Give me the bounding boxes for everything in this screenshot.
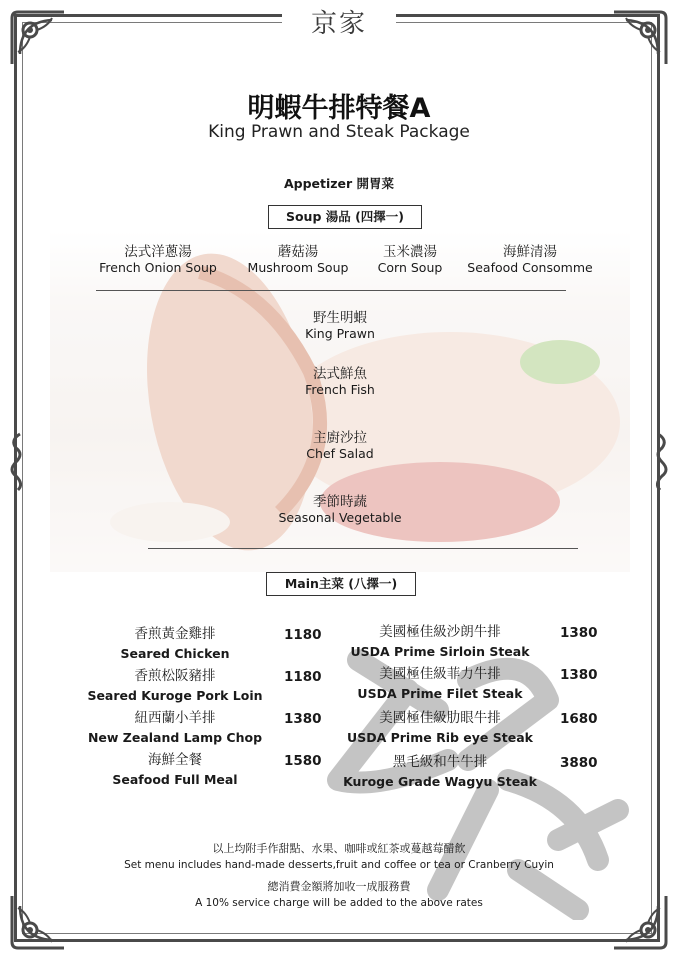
dish-name-en: Seared Chicken (120, 646, 230, 661)
course-name-en: Seasonal Vegetable (278, 510, 402, 525)
course-name-zh: 主廚沙拉 (313, 430, 367, 446)
soup-option (238, 244, 358, 276)
soup-name-zh: 法式洋蔥湯 (124, 244, 192, 260)
main-dish (340, 708, 540, 748)
dish-name-zh: 美國極佳級肋眼牛排 (379, 710, 501, 726)
dish-price: 1180 (284, 627, 322, 643)
dish-name-en: New Zealand Lamp Chop (87, 730, 263, 745)
corner-ornament-icon (610, 8, 670, 68)
main-dish (340, 752, 540, 792)
dish-price: 1580 (284, 753, 322, 769)
logo: 京家 (282, 6, 396, 42)
dish-name-zh: 美國極佳級沙朗牛排 (379, 624, 501, 640)
course-name-zh: 季節時蔬 (313, 494, 367, 510)
course-item (200, 430, 480, 462)
page-title: 明蝦牛排特餐A (247, 93, 431, 124)
main-dish (90, 624, 260, 664)
dish-price: 1680 (560, 711, 598, 727)
dish-name-en: Seared Kuroge Pork Loin (87, 688, 263, 703)
main-dish (80, 708, 270, 748)
course-item (200, 366, 480, 398)
divider (148, 548, 578, 549)
soup-option (90, 244, 226, 276)
dish-price: 1380 (560, 667, 598, 683)
soup-name-en: Mushroom Soup (247, 260, 349, 275)
soup-name-en: Seafood Consomme (467, 260, 593, 275)
soup-name-zh: 海鮮清湯 (503, 244, 557, 260)
main-dish (80, 666, 270, 706)
soup-section-label: Soup 湯品 (四擇一) (268, 205, 422, 229)
service-charge-zh: 總消費金額將加收一成服務費 (267, 880, 411, 893)
dish-name-en: Kuroge Grade Wagyu Steak (343, 774, 537, 789)
soup-option (370, 244, 450, 276)
dish-name-zh: 海鮮全餐 (148, 752, 202, 768)
main-section-label: Main主菜 (八擇一) (266, 572, 416, 596)
dish-name-zh: 黑毛級和牛牛排 (392, 754, 488, 770)
main-dish (340, 664, 540, 704)
appetizer-heading: Appetizer 開胃菜 (283, 176, 395, 191)
scroll-ornament-icon (646, 430, 672, 494)
footer-note-en: Set menu includes hand-made desserts,fruit and coffee or tea or Cranberry Cuyin (124, 859, 554, 871)
dish-name-zh: 紐西蘭小羊排 (134, 710, 216, 726)
soup-name-en: Corn Soup (377, 260, 443, 275)
course-item (200, 310, 480, 342)
soup-name-zh: 玉米濃湯 (383, 244, 437, 260)
course-name-en: Chef Salad (306, 446, 374, 461)
soup-option (460, 244, 600, 276)
scroll-ornament-icon (6, 430, 32, 494)
corner-ornament-icon (8, 8, 68, 68)
dish-name-zh: 美國極佳級菲力牛排 (379, 666, 501, 682)
dish-price: 3880 (560, 755, 598, 771)
dish-name-en: USDA Prime Rib eye Steak (347, 730, 533, 745)
soup-name-zh: 蘑菇湯 (277, 244, 319, 260)
dish-name-zh: 香煎松阪豬排 (134, 668, 216, 684)
dish-name-zh: 香煎黃金雞排 (134, 626, 216, 642)
page-subtitle: King Prawn and Steak Package (208, 122, 470, 142)
dish-name-en: USDA Prime Sirloin Steak (350, 644, 530, 659)
dish-price: 1380 (560, 625, 598, 641)
soup-name-en: French Onion Soup (99, 260, 217, 275)
dish-price: 1180 (284, 669, 322, 685)
footer-note-zh: 以上均附手作甜點、水果、咖啡或紅茶或蔓越莓醋飲 (212, 842, 466, 855)
divider (96, 290, 566, 291)
course-name-zh: 法式鮮魚 (313, 366, 367, 382)
dish-price: 1380 (284, 711, 322, 727)
main-dish (90, 750, 260, 790)
dish-name-en: Seafood Full Meal (112, 772, 238, 787)
service-charge-en: A 10% service charge will be added to the above rates (195, 897, 483, 909)
course-name-zh: 野生明蝦 (313, 310, 367, 326)
dish-name-en: USDA Prime Filet Steak (357, 686, 523, 701)
course-name-en: King Prawn (305, 326, 375, 341)
main-dish (340, 622, 540, 662)
course-item (200, 494, 480, 526)
course-name-en: French Fish (305, 382, 375, 397)
